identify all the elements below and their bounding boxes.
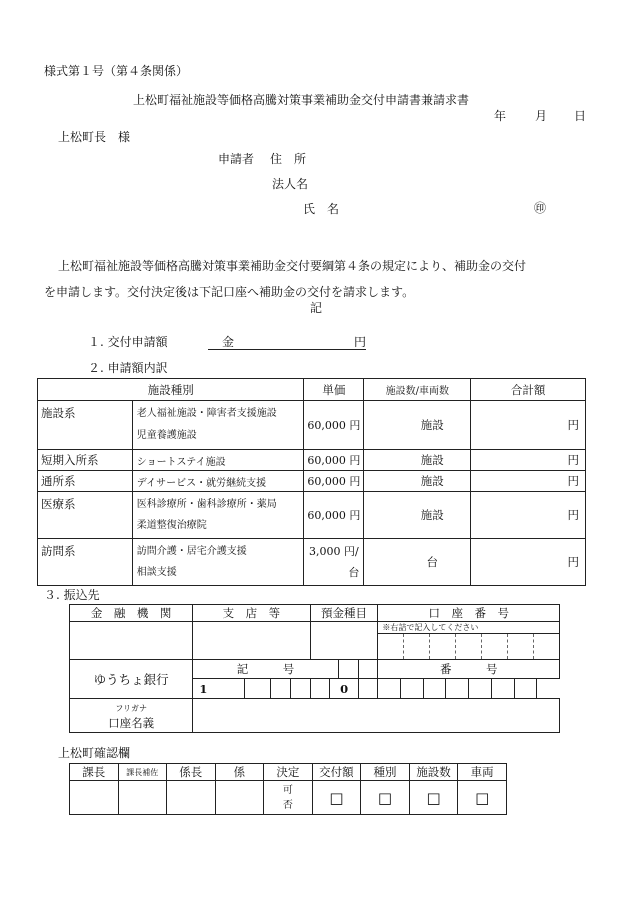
row-price: 60,000 円 — [304, 471, 364, 492]
row-unit[interactable]: 施設 — [364, 492, 471, 539]
form-number: 様式第１号（第４条関係） — [44, 64, 189, 78]
table-row — [38, 450, 586, 471]
bank-input[interactable] — [70, 622, 193, 660]
kigo-digit[interactable] — [310, 679, 330, 699]
branch-input[interactable] — [193, 622, 310, 660]
row-type: 施設系 — [38, 401, 133, 450]
row-unit[interactable]: 施設 — [364, 401, 471, 450]
holder-label: 口座名義 — [108, 715, 155, 730]
applicant-label: 申請者 — [218, 152, 255, 166]
addressee: 上松町長 様 — [58, 130, 131, 144]
th-shubetsu: 種別 — [361, 764, 410, 781]
th-deposit: 預金種目 — [310, 605, 378, 622]
row-detail — [132, 492, 304, 539]
th-kakaricho: 係長 — [167, 764, 216, 781]
row-unit[interactable]: 施設 — [364, 471, 471, 492]
detail-line-1: 老人福祉施設・障害者支援施設 — [136, 408, 277, 419]
kigo-digit[interactable] — [245, 679, 270, 699]
row-price: 60,000 円 — [304, 450, 364, 471]
confirm-label: 上松町確認欄 — [58, 746, 131, 760]
th-kacho: 課長 — [70, 764, 119, 781]
th-total: 合計額 — [471, 379, 586, 401]
kigo-digit-last[interactable]: 0 — [330, 679, 359, 699]
stamp-kacho[interactable] — [70, 781, 119, 815]
th-facility-type: 施設種別 — [38, 379, 304, 401]
bango-digit[interactable] — [358, 679, 378, 699]
kigo-digit[interactable] — [290, 679, 310, 699]
table-row — [38, 401, 586, 450]
name-label: 氏 名 — [303, 202, 340, 216]
detail-line-1: 医科診療所・歯科診療所・薬局 — [136, 499, 277, 510]
row-price: 60,000 円 — [304, 401, 364, 450]
section2-label: ２. 申請額内訳 — [88, 361, 168, 375]
row-unit[interactable]: 台 — [364, 539, 471, 586]
ki-heading: 記 — [310, 301, 323, 315]
kigo-digit-1[interactable]: 1 — [193, 679, 245, 699]
bango-digit[interactable] — [491, 679, 514, 699]
account-digit-boxes — [378, 634, 559, 659]
th-sharyo: 車両 — [458, 764, 507, 781]
th-shisetsusu: 施設数 — [409, 764, 458, 781]
th-kakari: 係 — [215, 764, 264, 781]
bango-digit[interactable] — [514, 679, 537, 699]
amount-kin: 金 — [222, 335, 235, 349]
decision-approve: 可 — [282, 784, 293, 796]
bango-label: 番 号 — [378, 660, 560, 679]
bango-digit[interactable] — [401, 679, 424, 699]
stamp-kacho-hosa[interactable] — [118, 781, 167, 815]
kigo-label: 記 号 — [193, 660, 338, 679]
account-digit[interactable] — [534, 634, 559, 659]
th-kettei: 決定 — [264, 764, 313, 781]
row-type: 医療系 — [38, 492, 133, 539]
table-row — [38, 492, 586, 539]
row-detail: ショートステイ施設 — [132, 450, 304, 471]
stamp-kakari[interactable] — [215, 781, 264, 815]
row-total[interactable]: 円 — [471, 471, 586, 492]
amount-yen: 円 — [354, 335, 367, 349]
corp-name-label: 法人名 — [272, 177, 309, 191]
detail-line-1: 訪問介護・居宅介護支援 — [136, 546, 247, 557]
table-row — [38, 471, 586, 492]
th-kofugaku: 交付額 — [312, 764, 361, 781]
address-label: 住 所 — [270, 152, 307, 166]
section1-label: １. 交付申請額 — [88, 335, 168, 349]
body-line-1: 上松町福祉施設等価格高騰対策事業補助金交付要綱第４条の規定により、補助金の交付 — [58, 259, 527, 273]
account-digit[interactable] — [378, 634, 404, 659]
breakdown-table — [37, 378, 586, 586]
row-type: 短期入所系 — [38, 450, 133, 471]
price-line-2: 台 — [348, 566, 360, 579]
row-price: 60,000 円 — [304, 492, 364, 539]
bango-digit[interactable] — [469, 679, 492, 699]
account-digit[interactable] — [404, 634, 430, 659]
checkbox-shubetsu[interactable]: □ — [361, 781, 410, 815]
row-detail — [132, 539, 304, 586]
th-count: 施設数/車両数 — [364, 379, 471, 401]
row-total[interactable]: 円 — [471, 450, 586, 471]
detail-line-2: 相談支援 — [136, 567, 177, 578]
account-holder-label — [70, 699, 193, 733]
kigo-digit[interactable] — [270, 679, 290, 699]
row-detail: デイサービス・就労継続支援 — [132, 471, 304, 492]
row-total[interactable]: 円 — [471, 401, 586, 450]
bank-table — [69, 604, 560, 733]
date-day: 日 — [574, 109, 587, 123]
bango-digit[interactable] — [446, 679, 469, 699]
form-title: 上松町福祉施設等価格高騰対策事業補助金交付申請書兼請求書 — [133, 93, 470, 107]
right-align-note: ※右詰で記入してください — [378, 622, 559, 634]
bango-digit[interactable] — [378, 679, 401, 699]
checkbox-sharyo[interactable]: □ — [458, 781, 507, 815]
table-row — [38, 539, 586, 586]
stamp-kakaricho[interactable] — [167, 781, 216, 815]
decision-reject: 否 — [282, 799, 293, 811]
detail-line-2: 児童養護施設 — [136, 430, 197, 441]
account-holder-input[interactable] — [193, 699, 560, 733]
account-digit[interactable] — [456, 634, 482, 659]
account-cell — [378, 622, 560, 660]
detail-line-2: 柔道整復治療院 — [136, 520, 207, 531]
row-type: 訪問系 — [38, 539, 133, 586]
amount-underline[interactable] — [208, 349, 366, 350]
deposit-input[interactable] — [310, 622, 378, 660]
account-digit[interactable] — [482, 634, 508, 659]
row-detail — [132, 401, 304, 450]
account-digit[interactable] — [430, 634, 456, 659]
decision-cell[interactable] — [264, 781, 313, 815]
yucho-bank-name: ゆうちょ銀行 — [70, 660, 193, 699]
price-line-1: 3,000 円/ — [309, 545, 359, 558]
section3-label: ３. 振込先 — [44, 588, 100, 602]
date-month: 月 — [535, 109, 548, 123]
spacer-cell — [338, 660, 358, 679]
row-total[interactable]: 円 — [471, 492, 586, 539]
row-price — [304, 539, 364, 586]
row-type: 通所系 — [38, 471, 133, 492]
th-branch: 支 店 等 — [193, 605, 310, 622]
row-unit[interactable]: 施設 — [364, 450, 471, 471]
spacer-cell — [358, 660, 378, 679]
body-line-2: を申請します。交付決定後は下記口座へ補助金の交付を請求します。 — [44, 285, 415, 299]
checkbox-shisetsusu[interactable]: □ — [409, 781, 458, 815]
th-unit-price: 単価 — [304, 379, 364, 401]
checkbox-kofugaku[interactable]: □ — [312, 781, 361, 815]
th-bank: 金 融 機 関 — [70, 605, 193, 622]
confirm-table — [69, 763, 507, 815]
th-kacho-hosa: 課長補佐 — [118, 764, 167, 781]
bango-digit[interactable] — [423, 679, 446, 699]
furigana-label: フリガナ — [115, 703, 147, 713]
row-total[interactable]: 円 — [471, 539, 586, 586]
seal-mark: ㊞ — [534, 201, 547, 215]
date-year: 年 — [494, 109, 507, 123]
th-account: 口 座 番 号 — [378, 605, 560, 622]
account-digit[interactable] — [508, 634, 534, 659]
